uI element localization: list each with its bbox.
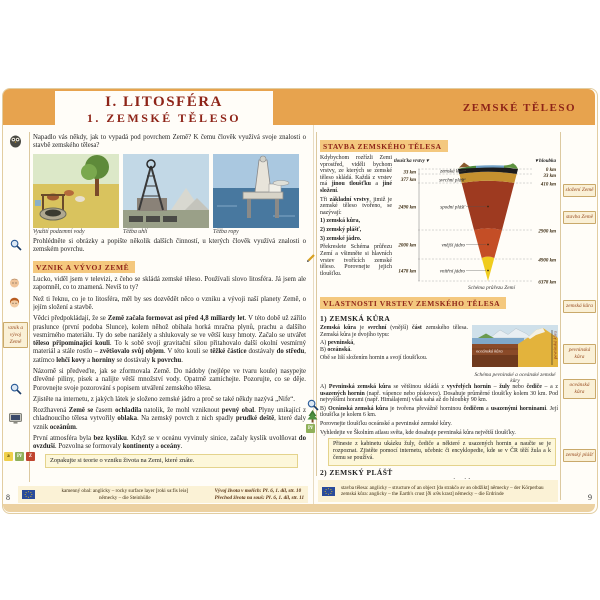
caption-coal: Těžba uhlí bbox=[123, 228, 148, 235]
crust-intro: Zemská kůra je svrchní (vnější) část zemského tělesa. Zemská kůra je dvojího typu: bbox=[320, 325, 468, 338]
owl-icon bbox=[9, 134, 22, 148]
repeat-note-box: Zopakujte si teorie o vzniku života na Zemi, které znáte. bbox=[45, 454, 298, 468]
right-page-footer bbox=[318, 480, 558, 502]
subject-tag-pr: Př bbox=[307, 426, 314, 431]
svg-text:spodní plášť: spodní plášť bbox=[440, 205, 465, 211]
subject-tag-pr: Př bbox=[16, 454, 23, 459]
observe-task: Prohlédněte si obrázky a popište několik dalších činností, u kterých člověk využívá znalosti o zemském povrchu. bbox=[33, 237, 306, 253]
svg-text:2000 km: 2000 km bbox=[398, 243, 416, 249]
lesson-title: 1. ZEMSKÉ TĚLESO bbox=[86, 111, 242, 126]
caption-row bbox=[33, 229, 306, 235]
chapter-title-block bbox=[55, 91, 273, 131]
left-margin-rule bbox=[29, 132, 30, 482]
section-header-properties: VLASTNOSTI VRSTEV ZEMSKÉHO TĚLESA bbox=[320, 297, 506, 309]
mantle-intro bbox=[320, 479, 558, 480]
svg-text:0 km: 0 km bbox=[545, 168, 556, 173]
crust-heading: 1) ZEMSKÁ KŮRA bbox=[320, 314, 391, 323]
redraw-task: Překreslete Schéma průřezu Zemí a všimněte si hlavních vrstev tvořících zemské těleso. Porovnejte jejich tloušťku. bbox=[320, 244, 392, 277]
illustration-groundwater-well bbox=[33, 154, 119, 228]
svg-text:377 km: 377 km bbox=[400, 178, 416, 183]
page-number-left: 8 bbox=[6, 493, 10, 502]
bottom-band bbox=[3, 504, 595, 512]
crust-figure-caption: Schéma pevninské a oceánské zemské kůry bbox=[474, 372, 556, 384]
earth-diagram-caption: Schéma průřezu Zemí bbox=[467, 285, 515, 291]
svg-text:svrchní plášť: svrchní plášť bbox=[439, 178, 465, 184]
layer-list-2: 2) zemský plášť, bbox=[320, 227, 362, 234]
cooling-paragraph: Rozžhavená Země se časem ochladila natolik, že mohl vzniknout pevný obal. Plyny unikající z chladnoucího tělesa vytvořily oblaka. Na zemský povrch z nich spadly prudké deště, které daly vznik oceánům. bbox=[33, 407, 306, 431]
atmosphere-paragraph: První atmosféra byla bez kyslíku. Když se v oceánu vyvinuly sinice, začaly kyslík uvolňovat do ovzduší. Pozvolna se formovaly kontinenty a oceány. bbox=[33, 434, 306, 451]
continental-crust-paragraph: A) Pevninská zemská kůra se většinou skládá z vyvřelých hornin – žuly nebo čediče – a z usazených hornin (např. vápence nebo pískovce). Dosahuje průměrné tloušťky kolem 30 km. Pod nejvyššími horami (např. Himálajemi) však sahá až do hloubky 90 km. bbox=[320, 384, 558, 404]
crust-note: Obě se liší složením hornin a svojí tloušťkou. bbox=[320, 355, 428, 362]
magnifier-icon bbox=[10, 239, 22, 251]
structure-row bbox=[320, 155, 558, 285]
experiment-task: Názorně si předveďte, jak se zformovala Země. Do nádoby (nejlépe ve tvaru koule) nasypejte dřevěné piliny, písek a nalijte větší množství vody. Opatrně zamíchejte. Pozorujte, co se děje. Porovnejte svoje pozorování s popisem utváření zemského tělesa. bbox=[33, 367, 306, 392]
boy-face-icon bbox=[9, 277, 20, 288]
running-header: ZEMSKÉ TĚLESO bbox=[462, 102, 576, 114]
oceanic-crust-paragraph: B) Oceánská zemská kůra je tvořena převážně horninou čedičem a usazenými horninami. Její tloušťka je kolem 6 km. bbox=[320, 405, 558, 419]
page-number-right: 9 bbox=[588, 493, 592, 502]
svg-text:zemská kůra: zemská kůra bbox=[440, 169, 465, 175]
girl-face-icon bbox=[9, 297, 20, 308]
magnifier-icon bbox=[10, 383, 22, 395]
margin-tab-origin: vznik a vývoj Země bbox=[3, 322, 28, 348]
subject-tag-z: Z bbox=[26, 452, 35, 461]
eu-flag-icon bbox=[22, 490, 35, 499]
svg-text:2490 km: 2490 km bbox=[398, 205, 416, 211]
margin-tab-structure: stavba Země bbox=[563, 211, 596, 224]
svg-text:33 km: 33 km bbox=[403, 170, 416, 176]
right-page-content bbox=[320, 136, 558, 479]
crust-type-b: B) oceánská. bbox=[320, 346, 352, 353]
section-header-origin: VZNIK A VÝVOJ ZEMĚ bbox=[33, 261, 135, 273]
rocks-note-box: Přineste z kabinetu ukázku žuly, čediče a některé z usazených hornin a naučte se je rozpoznat. Zjistěte pomocí internetu, učebnic či encyklopedie, kde se v ČR těží žula a k čemu se používá. bbox=[328, 438, 556, 465]
earth-cross-section-diagram bbox=[392, 155, 558, 285]
illustration-row bbox=[33, 154, 306, 228]
compare-task: Porovnejte tloušťku oceánské a pevninské zemské kůry. bbox=[320, 421, 452, 428]
subject-tag-a: a bbox=[4, 452, 13, 461]
margin-tab-continental-crust: pevninská kůra bbox=[563, 344, 596, 364]
svg-text:pevninská kůra: pevninská kůra bbox=[552, 331, 558, 359]
svg-text:▾ hloubka: ▾ hloubka bbox=[535, 159, 556, 164]
dialog-girl: Než ti řeknu, co je to litosféra, měl by ses dozvědět něco o vzniku a vývoji naší planety Země, o jejím složení a stavbě. bbox=[33, 295, 306, 311]
cross-reference-2: Přechod života na souš: Př. 6, 1. díl, str. 11 bbox=[214, 494, 304, 501]
formation-paragraph: Vědci předpokládají, že se Země začala formovat asi před 4,8 miliardy let. V této době už zářilo praslunce (první podoba Slunce), kolem něhož obíhala horká mračna plynů, prachu a dalšího vesmírného materiálu. Ty do sebe narážely a shlukovaly se ve větší kusy hmoty. Začalo se utvářet těleso připomínající kouli. To k sobě svojí gravitační silou přitahovalo další okolní vesmírný materiál a stále rostlo – zvětšovalo svůj objem. V této kouli se těžké částice dostávaly do středu, zatímco lehčí kovy a horniny se dostávaly k povrchu. bbox=[33, 315, 306, 364]
atlas-task: Vyhledejte ve Školním atlasu světa, kde dosahuje pevninská kůra největší tloušťky. bbox=[320, 429, 516, 436]
chapter-title: I. LITOSFÉRA bbox=[105, 94, 223, 110]
gutter-rule bbox=[313, 125, 314, 504]
crust-row bbox=[320, 325, 558, 384]
svg-text:vnější jádro: vnější jádro bbox=[441, 243, 465, 249]
atlas-tree-icon bbox=[307, 410, 318, 423]
structure-intro-2: Tři základní vrstvy, jimiž je zemské těleso tvořeno, se nazývají: bbox=[320, 196, 392, 216]
svg-text:oceánská kůra: oceánská kůra bbox=[476, 348, 503, 354]
vocab-line-1: kamenný obal: anglicky – rocky surface layer [roki sə:fis leiə] bbox=[61, 488, 189, 495]
pencil-icon bbox=[306, 252, 317, 263]
vocab-line-1: stavba tělesa: anglicky – structure of an object [də strakčə əv ən obdžikt] německy – der Körperbau bbox=[341, 484, 544, 491]
mantle-heading: 2) ZEMSKÝ PLÁŠŤ bbox=[320, 467, 393, 477]
crust-type-a: A) pevninská, bbox=[320, 340, 355, 347]
right-page-margin-rule bbox=[316, 132, 317, 476]
right-tab-rule bbox=[560, 132, 561, 500]
svg-text:vnitřní jádro: vnitřní jádro bbox=[439, 269, 465, 275]
eu-flag-icon bbox=[322, 487, 335, 496]
margin-tab-mantle: zemský plášť bbox=[563, 449, 596, 462]
vocab-line-2: zemská kůra: anglicky – the Earth's crust [ði ə:θs krast] německy – die Erdrinde bbox=[341, 491, 504, 497]
svg-text:4900 km: 4900 km bbox=[538, 258, 556, 264]
illustration-coal-mine bbox=[123, 154, 209, 228]
svg-text:410 km: 410 km bbox=[540, 182, 556, 188]
left-page-footer bbox=[18, 486, 308, 503]
svg-text:1478 km: 1478 km bbox=[398, 269, 416, 275]
illustration-oil-rig bbox=[213, 154, 299, 228]
left-page-content bbox=[33, 134, 306, 485]
caption-oil: Těžba ropy bbox=[213, 228, 239, 235]
cross-reference-1: Vývoj života v mořích: Př. 6, 1. díl, str. 10 bbox=[214, 488, 302, 495]
dialog-boy: Lucko, viděl jsem v televizi, z čeho se skládá zemské těleso. Používali slovo litosféra. Já jsem ale zapomněl, co to znamená. Nevíš to ty? bbox=[33, 276, 306, 292]
structure-intro-1: Kdybychom rozřízli Zemi vprostřed, viděli bychom vrstvy, ze kterých se zemské těleso skládá. Každá z vrstev má jinou tloušťku a jiné složení. bbox=[320, 155, 393, 195]
computer-icon bbox=[9, 413, 22, 424]
caption-groundwater: Využití podzemní vody bbox=[33, 228, 85, 235]
margin-tab-oceanic-crust: oceánská kůra bbox=[563, 379, 596, 399]
crust-schema-figure bbox=[472, 325, 558, 367]
svg-text:tloušťka vrstvy ▾: tloušťka vrstvy ▾ bbox=[394, 159, 429, 164]
layer-list-3: 3) zemské jádro. bbox=[320, 235, 362, 242]
section-header-structure: STAVBA ZEMSKÉHO TĚLESA bbox=[320, 140, 448, 152]
internet-task: Zjistěte na internetu, z jakých látek je složeno zemské jádro a proč se také někdy nazývá „Nife“. bbox=[33, 395, 295, 403]
margin-tab-composition: složení Země bbox=[563, 184, 596, 197]
vocab-line-2: německy – die Steinhülle bbox=[98, 494, 151, 501]
svg-text:6378 km: 6378 km bbox=[538, 280, 556, 285]
svg-text:33 km: 33 km bbox=[543, 174, 556, 179]
layer-list-1: 1) zemská kůra, bbox=[320, 218, 361, 225]
margin-tab-crust: zemská kůra bbox=[563, 300, 596, 313]
svg-text:2900 km: 2900 km bbox=[538, 229, 556, 235]
intro-question: Napadlo vás někdy, jak to vypadá pod povrchem Země? K čemu člověk využívá svoje znalosti o stavbě zemského tělesa? bbox=[33, 134, 306, 150]
